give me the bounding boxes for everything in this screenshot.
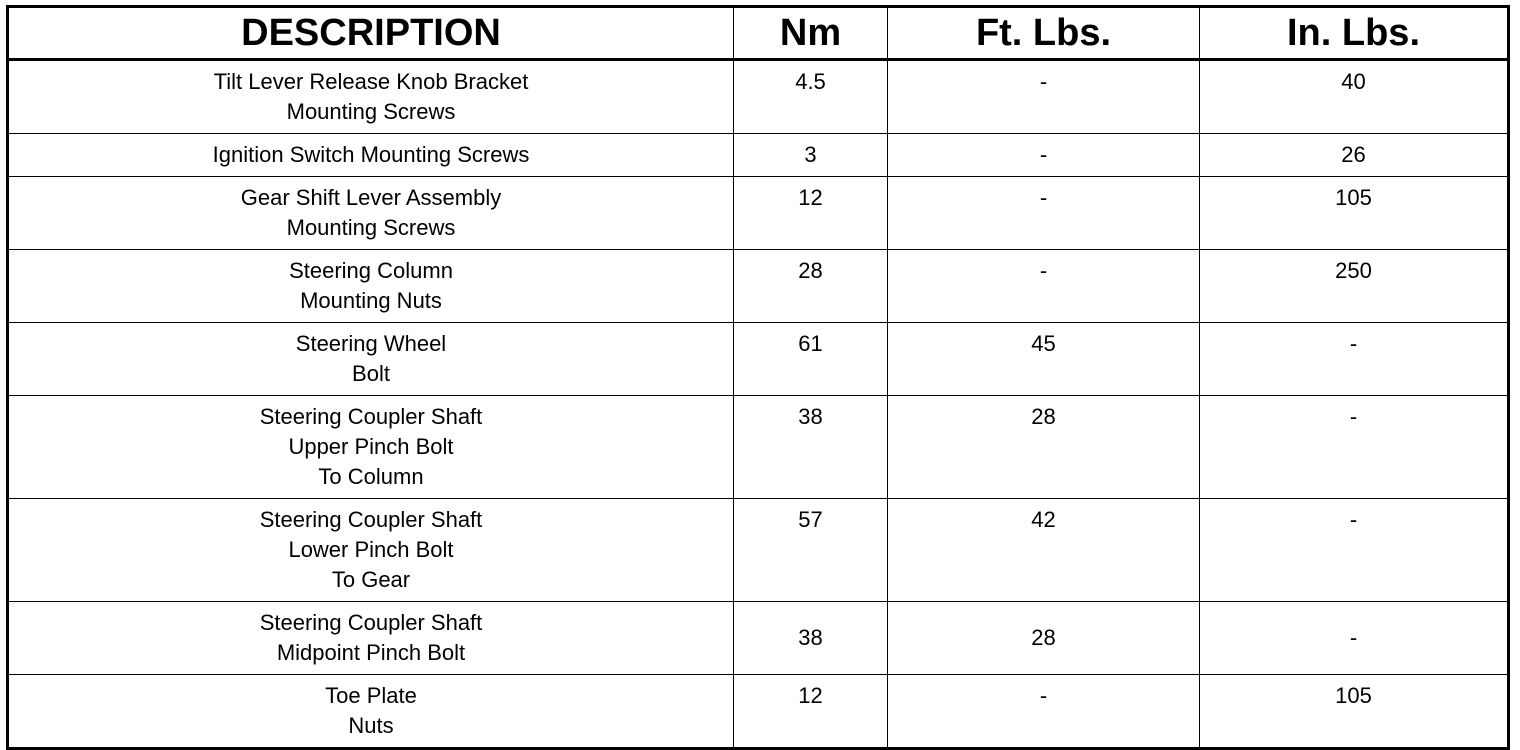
header-nm: Nm	[734, 7, 888, 60]
description-cell: Steering Wheel Bolt	[8, 323, 734, 396]
torque-spec-table	[6, 5, 1510, 750]
in-lbs-cell: 40	[1200, 60, 1509, 134]
nm-cell: 4.5	[734, 60, 888, 134]
header-description: DESCRIPTION	[8, 7, 734, 60]
description-cell: Steering Column Mounting Nuts	[8, 250, 734, 323]
ft-lbs-cell: 42	[888, 499, 1200, 602]
nm-cell: 3	[734, 134, 888, 177]
nm-cell: 38	[734, 396, 888, 499]
in-lbs-cell: 105	[1200, 177, 1509, 250]
nm-cell: 61	[734, 323, 888, 396]
description-cell: Steering Coupler Shaft Midpoint Pinch Bolt	[8, 602, 734, 675]
table-row	[8, 499, 1509, 602]
in-lbs-cell: -	[1200, 499, 1509, 602]
torque-spec-table-container	[6, 5, 1510, 750]
table-row	[8, 60, 1509, 134]
nm-cell: 28	[734, 250, 888, 323]
header-row	[8, 7, 1509, 60]
table-row	[8, 323, 1509, 396]
in-lbs-cell: 250	[1200, 250, 1509, 323]
description-cell: Tilt Lever Release Knob Bracket Mounting Screws	[8, 60, 734, 134]
in-lbs-cell: -	[1200, 323, 1509, 396]
description-cell: Ignition Switch Mounting Screws	[8, 134, 734, 177]
table-row	[8, 602, 1509, 675]
table-row	[8, 396, 1509, 499]
header-ft-lbs: Ft. Lbs.	[888, 7, 1200, 60]
description-cell: Gear Shift Lever Assembly Mounting Screws	[8, 177, 734, 250]
ft-lbs-cell: -	[888, 675, 1200, 749]
description-cell: Toe Plate Nuts	[8, 675, 734, 749]
ft-lbs-cell: -	[888, 134, 1200, 177]
nm-cell: 12	[734, 675, 888, 749]
table-row	[8, 250, 1509, 323]
ft-lbs-cell: 45	[888, 323, 1200, 396]
ft-lbs-cell: -	[888, 60, 1200, 134]
in-lbs-cell: 26	[1200, 134, 1509, 177]
ft-lbs-cell: -	[888, 250, 1200, 323]
nm-cell: 38	[734, 602, 888, 675]
ft-lbs-cell: 28	[888, 396, 1200, 499]
nm-cell: 12	[734, 177, 888, 250]
ft-lbs-cell: -	[888, 177, 1200, 250]
description-cell: Steering Coupler Shaft Upper Pinch Bolt To Column	[8, 396, 734, 499]
in-lbs-cell: 105	[1200, 675, 1509, 749]
in-lbs-cell: -	[1200, 602, 1509, 675]
in-lbs-cell: -	[1200, 396, 1509, 499]
table-row	[8, 177, 1509, 250]
description-cell: Steering Coupler Shaft Lower Pinch Bolt To Gear	[8, 499, 734, 602]
table-row	[8, 675, 1509, 749]
nm-cell: 57	[734, 499, 888, 602]
ft-lbs-cell: 28	[888, 602, 1200, 675]
table-row	[8, 134, 1509, 177]
header-in-lbs: In. Lbs.	[1200, 7, 1509, 60]
